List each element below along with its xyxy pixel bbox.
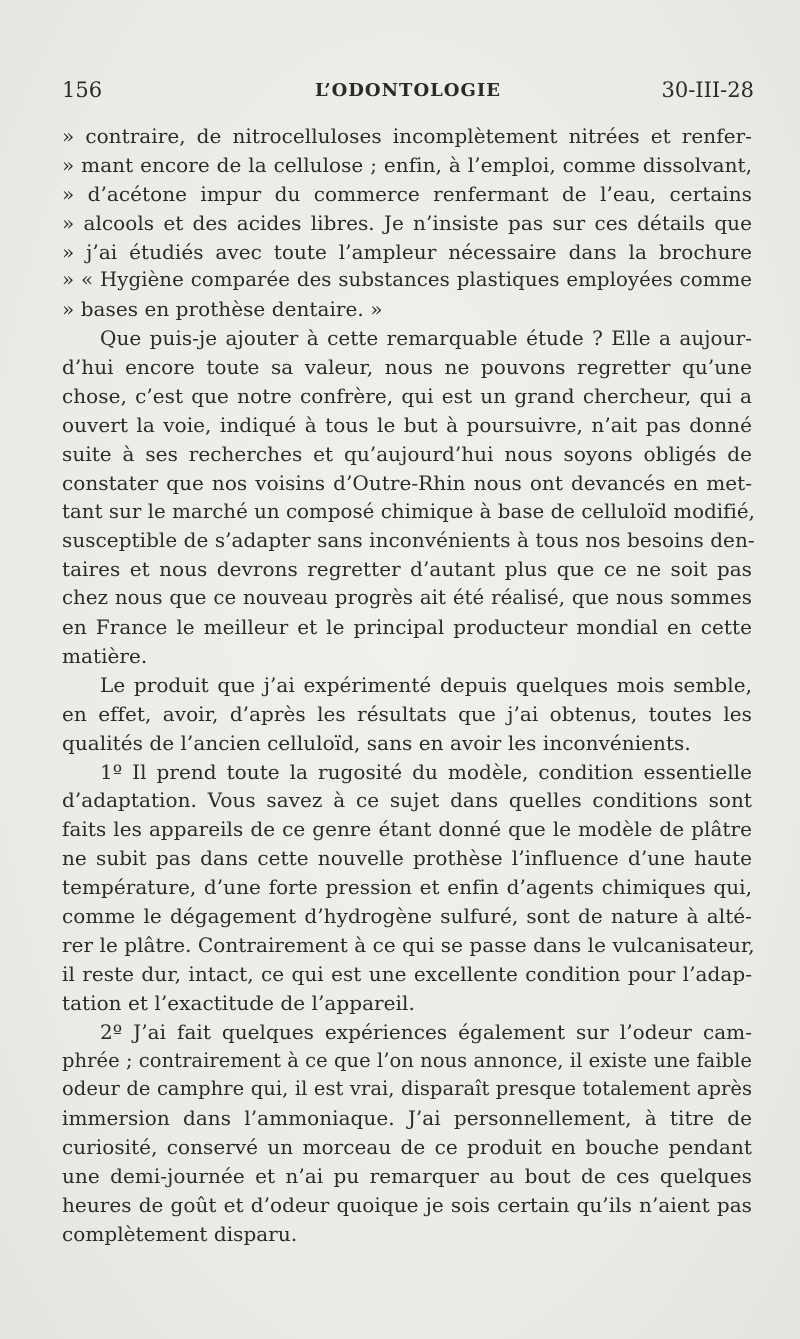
text-line: tation et l’exactitude de l’appareil.	[62, 990, 415, 1015]
text-line: constater que nos voisins d’Outre-Rhin nous ont devancés en met-	[62, 470, 752, 495]
text-line: heures de goût et d’odeur quoique je sois certain qu’ils n’aient pas	[62, 1192, 752, 1217]
text-line: » contraire, de nitrocelluloses incomplètement nitrées et renfer-	[62, 124, 752, 148]
text-line: qualités de l’ancien celluloïd, sans en avoir les inconvénients.	[62, 730, 691, 755]
page-number: 156	[62, 78, 103, 102]
page-body	[62, 122, 755, 1249]
paragraph	[62, 758, 755, 1018]
text-line: chez nous que ce nouveau progrès ait été réalisé, que nous sommes	[62, 586, 752, 610]
text-line: comme le dégagement d’hydrogène sulfuré, sont de nature à alté-	[62, 904, 752, 929]
text-line: ne subit pas dans cette nouvelle prothèse l’influence d’une haute	[62, 846, 752, 871]
text-line: immersion dans l’ammoniaque. J’ai personnellement, à titre de	[62, 1106, 752, 1131]
text-line: » bases en prothèse dentaire. »	[62, 297, 383, 322]
text-line: en effet, avoir, d’après les résultats que j’ai obtenus, toutes les	[62, 701, 752, 726]
text-line: 1º Il prend toute la rugosité du modèle, condition essentielle	[100, 759, 752, 784]
paragraph	[62, 324, 755, 671]
text-line: tant sur le marché un composé chimique à base de celluloïd modifié,	[62, 499, 755, 523]
text-line: suite à ses recherches et qu’aujourd’hui nous soyons obligés de	[62, 441, 752, 466]
text-line: il reste dur, intact, ce qui est une excellente condition pour l’adap-	[62, 961, 752, 986]
paragraph	[62, 671, 752, 758]
text-line: » « Hygiène comparée des substances plastiques employées comme	[62, 268, 752, 292]
text-line: odeur de camphre qui, il est vrai, disparaît presque totalement après	[62, 1077, 752, 1101]
paragraph	[62, 1018, 752, 1249]
text-line: » mant encore de la cellulose ; enfin, à l’emploi, comme dissolvant,	[62, 152, 752, 177]
text-line: susceptible de s’adapter sans inconvénients à tous nos besoins den-	[62, 528, 755, 553]
text-line: faits les appareils de ce genre étant donné que le modèle de plâtre	[62, 817, 752, 842]
text-line: » d’acétone impur du commerce renfermant de l’eau, certains	[62, 181, 752, 206]
text-line: taires et nous devrons regretter d’autant plus que ce ne soit pas	[62, 557, 752, 582]
text-line: en France le meilleur et le principal producteur mondial en cette	[62, 615, 752, 640]
text-line: curiosité, conservé un morceau de ce produit en bouche pendant	[62, 1135, 752, 1160]
text-line: Le produit que j’ai expérimenté depuis quelques mois semble,	[100, 672, 752, 697]
text-line: d’hui encore toute sa valeur, nous ne pouvons regretter qu’une	[62, 355, 752, 380]
text-line: chose, c’est que notre confrère, qui est un grand chercheur, qui a	[62, 384, 752, 409]
text-line: » alcools et des acides libres. Je n’insiste pas sur ces détails que	[62, 210, 752, 235]
text-line: Que puis-je ajouter à cette remarquable étude ? Elle a aujour-	[100, 326, 752, 351]
text-line: 2º J’ai fait quelques expériences également sur l’odeur cam-	[100, 1019, 752, 1044]
text-line: matière.	[62, 644, 148, 669]
text-line: d’adaptation. Vous savez à ce sujet dans quelles conditions sont	[62, 788, 752, 813]
issue-date: 30-III-28	[661, 78, 754, 102]
text-line: une demi-journée et n’ai pu remarquer au bout de ces quelques	[62, 1164, 752, 1189]
text-line: température, d’une forte pression et enfin d’agents chimiques qui,	[62, 875, 752, 900]
text-line: phrée ; contrairement à ce que l’on nous annonce, il existe une faible	[62, 1048, 753, 1072]
page-header	[62, 78, 754, 108]
paragraph	[62, 122, 752, 324]
text-line: complètement disparu.	[62, 1221, 298, 1246]
text-line: rer le plâtre. Contrairement à ce qui se passe dans le vulcanisateur,	[62, 932, 755, 957]
text-line: ouvert la voie, indiqué à tous le but à poursuivre, n’ait pas donné	[62, 412, 752, 437]
text-line: » j’ai étudiés avec toute l’ampleur nécessaire dans la brochure	[62, 239, 752, 264]
running-title: L’ODONTOLOGIE	[315, 80, 501, 101]
